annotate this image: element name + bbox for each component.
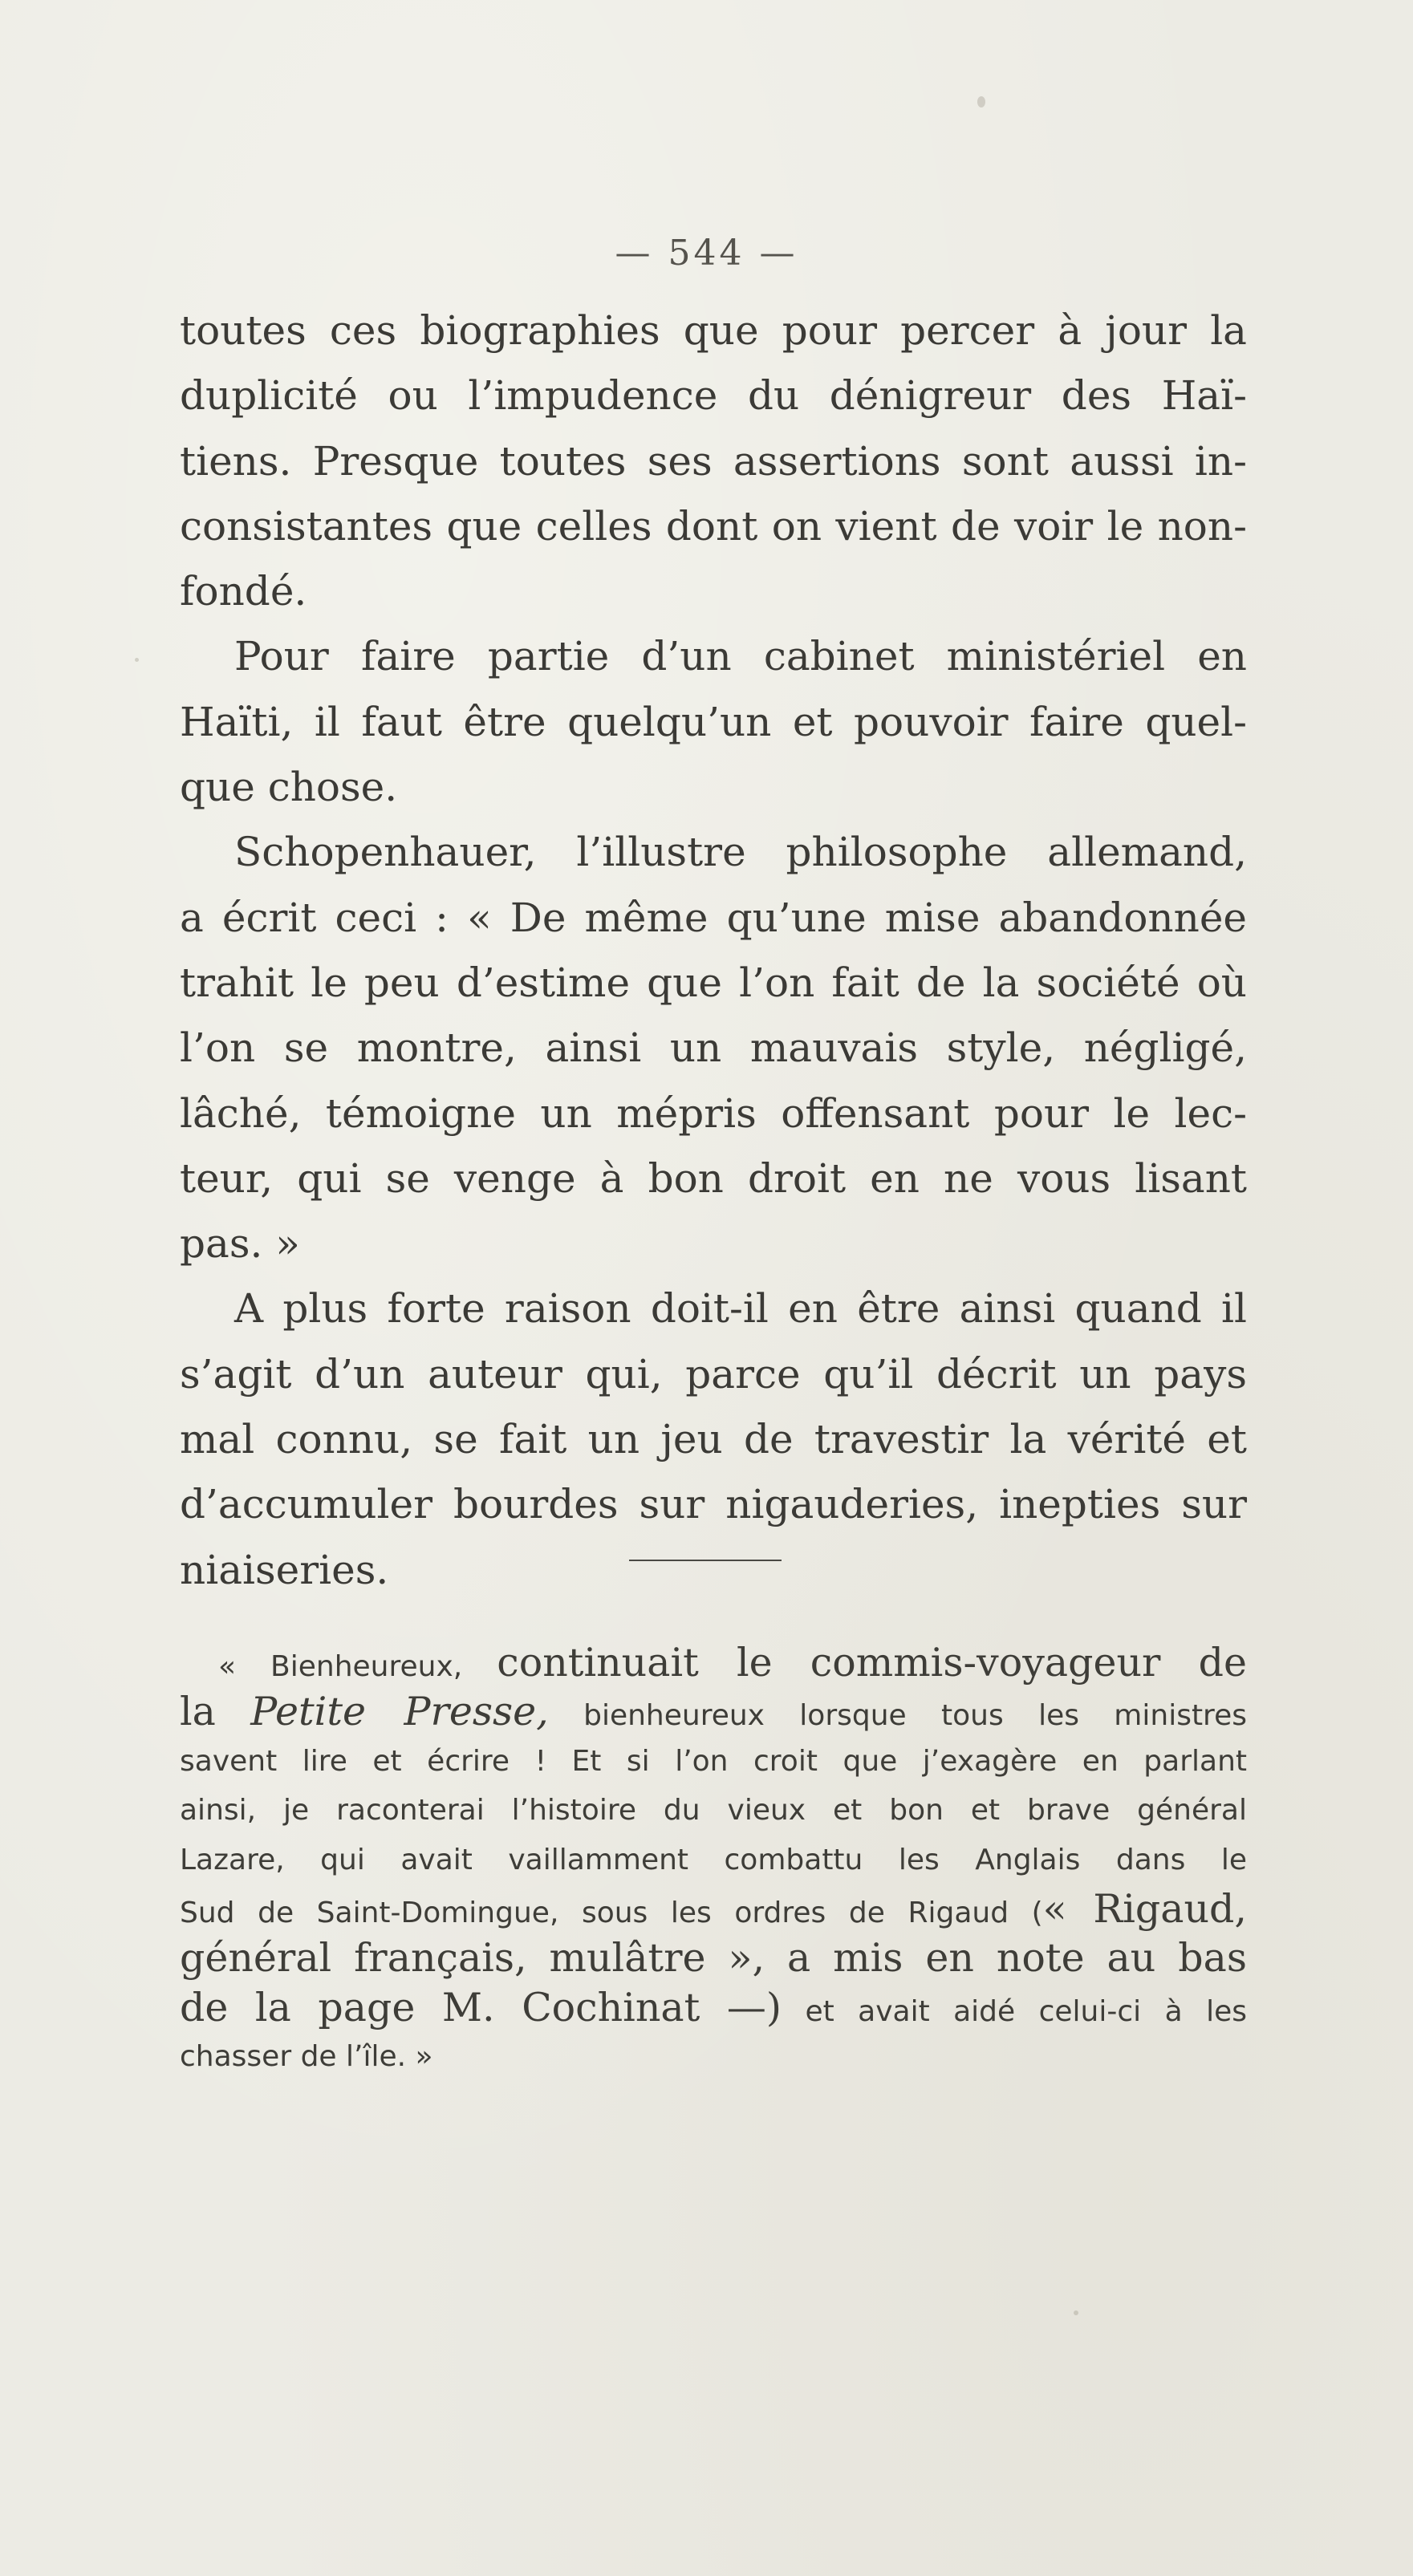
footnote	[180, 1638, 1247, 2082]
text-line: mal connu, se fait un jeu de travestir la vérité et	[180, 1416, 1247, 1463]
footnote-line	[180, 1884, 1247, 1933]
text-line: duplicité ou l’impudence du dénigreur des Haï-	[180, 372, 1247, 420]
footnote-line: Lazare, qui avait vaillamment combattu les Anglais dans le	[180, 1843, 1247, 1876]
footnote-line: chasser de l’île. »	[180, 2040, 433, 2074]
footnote-line: général français, mulâtre », a mis en note au bas	[180, 1935, 1247, 1982]
text-line: que chose.	[180, 764, 398, 811]
text-line: s’agit d’un auteur qui, parce qu’il décrit un pays	[180, 1350, 1247, 1398]
text-line: a écrit ceci : « De même qu’une mise abandonnée	[180, 894, 1247, 941]
text-line: Schopenhauer, l’illustre philosophe allemand,	[234, 829, 1247, 876]
footnote-line	[180, 1638, 1247, 1687]
text-line: Haïti, il faut être quelqu’un et pouvoir faire quel-	[180, 698, 1247, 745]
text-line: l’on se montre, ainsi un mauvais style, négligé,	[180, 1024, 1247, 1072]
footnote-line: ainsi, je raconterai l’histoire du vieux et bon et brave général	[180, 1794, 1247, 1828]
footnote-text: « Rigaud,	[1042, 1885, 1247, 1932]
text-line: consistantes que celles dont on vient de voir le non-	[180, 502, 1247, 550]
text-line: lâché, témoigne un mépris offensant pour le lec-	[180, 1089, 1247, 1137]
text-line: fondé.	[180, 568, 307, 615]
footnote-text: continuait le commis-voyageur de	[497, 1640, 1247, 1686]
paper-speck	[1074, 2310, 1078, 2315]
body-text	[180, 298, 1247, 1603]
text-line: Pour faire partie d’un cabinet ministériel en	[234, 633, 1247, 680]
footnote-line	[180, 1983, 1247, 2032]
footnote-line	[180, 1687, 1247, 1736]
text-line: d’accumuler bourdes sur nigauderies, inepties sur	[180, 1481, 1247, 1528]
footnote-text: « Bienheureux,	[218, 1650, 463, 1683]
footnote-text: et avait aidé celui-ci à les	[805, 1994, 1247, 2028]
footnote-line: savent lire et écrire ! Et si l’on croit que j’exagère en parlant	[180, 1744, 1247, 1778]
footnote-text: Sud de Saint-Domingue, sous les ordres de Rigaud (	[180, 1896, 1043, 1929]
paper-speck	[977, 96, 985, 108]
text-line: tiens. Presque toutes ses assertions sont aussi in-	[180, 437, 1247, 485]
text-line: toutes ces biographies que pour percer à jour la	[180, 307, 1247, 354]
text-line: trahit le peu d’estime que l’on fait de la société où	[180, 959, 1247, 1006]
section-divider	[629, 1560, 782, 1561]
newspaper-title: Petite Presse,	[250, 1689, 549, 1735]
text-line: teur, qui se venge à bon droit en ne vous lisant	[180, 1154, 1247, 1202]
paper-speck	[135, 658, 139, 662]
text-line: niaiseries.	[180, 1546, 389, 1593]
footnote-text: bienheureux lorsque tous les ministres	[583, 1699, 1247, 1733]
footnote-text: de la page M. Cochinat —)	[180, 1984, 782, 2030]
page-number: — 544 —	[615, 233, 798, 274]
text-line: A plus forte raison doit-il en être ainsi quand il	[234, 1285, 1247, 1333]
text-line: pas. »	[180, 1220, 300, 1268]
footnote-text: la	[180, 1689, 216, 1735]
